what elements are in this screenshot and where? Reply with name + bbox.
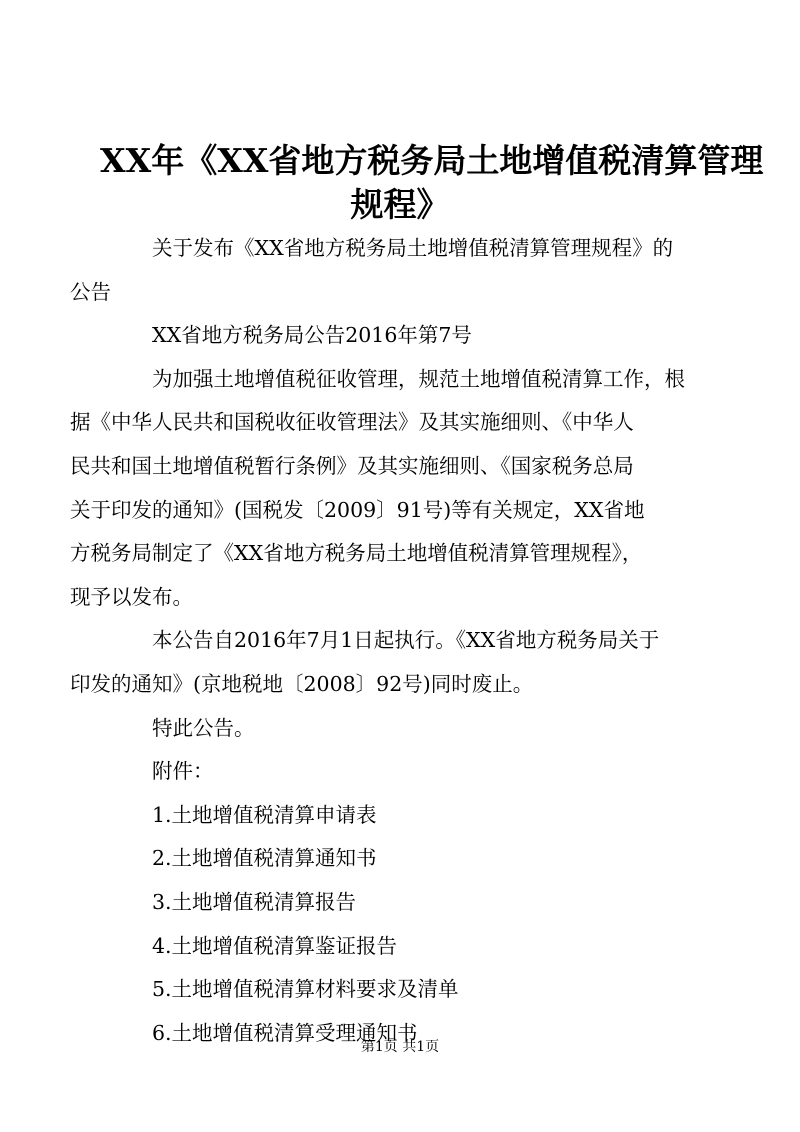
text-line: 6.土地增值税清算受理通知书	[152, 1020, 418, 1045]
document-title	[100, 139, 764, 227]
closing-paragraph	[111, 707, 705, 751]
document-body	[70, 227, 705, 1055]
text-line: 附件：	[152, 759, 214, 784]
attachment-item	[111, 881, 705, 925]
attachment-item	[111, 968, 705, 1012]
page-footer: 第1页 共1页	[360, 1039, 440, 1055]
attachment-item	[111, 925, 705, 969]
text-line: 方税务局制定了《XX省地方税务局土地增值税清算管理规程》，	[70, 541, 643, 566]
text-line: 本公告自2016年7月1日起执行。《XX省地方税务局关于	[152, 628, 660, 653]
attachments-heading	[111, 750, 705, 794]
attachment-item	[111, 837, 705, 881]
attachment-item	[111, 794, 705, 838]
text-line: 关于发布《XX省地方税务局土地增值税清算管理规程》的	[152, 236, 674, 260]
text-line: 3.土地增值税清算报告	[152, 889, 357, 914]
text-line: 现予以发布。	[70, 584, 193, 609]
title-line: XX年《XX省地方税务局土地增值税清算管理	[100, 141, 764, 180]
text-line: 4.土地增值税清算鉴证报告	[152, 933, 398, 958]
title-line: 规程》	[350, 185, 450, 224]
text-line: 公告	[70, 279, 111, 304]
text-line: 1.土地增值税清算申请表	[152, 802, 377, 827]
text-line: XX省地方税务局公告2016年第7号	[152, 323, 472, 348]
text-line: 特此公告。	[152, 715, 255, 740]
announcement-heading-paragraph	[70, 227, 705, 314]
announcement-number-paragraph	[111, 314, 705, 358]
text-line: 民共和国土地增值税暂行条例》及其实施细则、《国家税务总局	[70, 453, 634, 478]
text-line: 据《中华人民共和国税收征收管理法》及其实施细则、《中华人	[70, 410, 634, 435]
text-line: 为加强土地增值税征收管理，规范土地增值税清算工作，根	[152, 366, 685, 391]
text-line: 关于印发的通知》(国税发〔2009〕91号)等有关规定，XX省地	[70, 497, 645, 522]
purpose-paragraph	[70, 358, 705, 620]
text-line: 印发的通知》(京地税地〔2008〕92号)同时废止。	[70, 671, 534, 696]
effective-date-paragraph	[70, 619, 705, 706]
text-line: 2.土地增值税清算通知书	[152, 846, 377, 871]
text-line: 5.土地增值税清算材料要求及清单	[152, 977, 459, 1002]
